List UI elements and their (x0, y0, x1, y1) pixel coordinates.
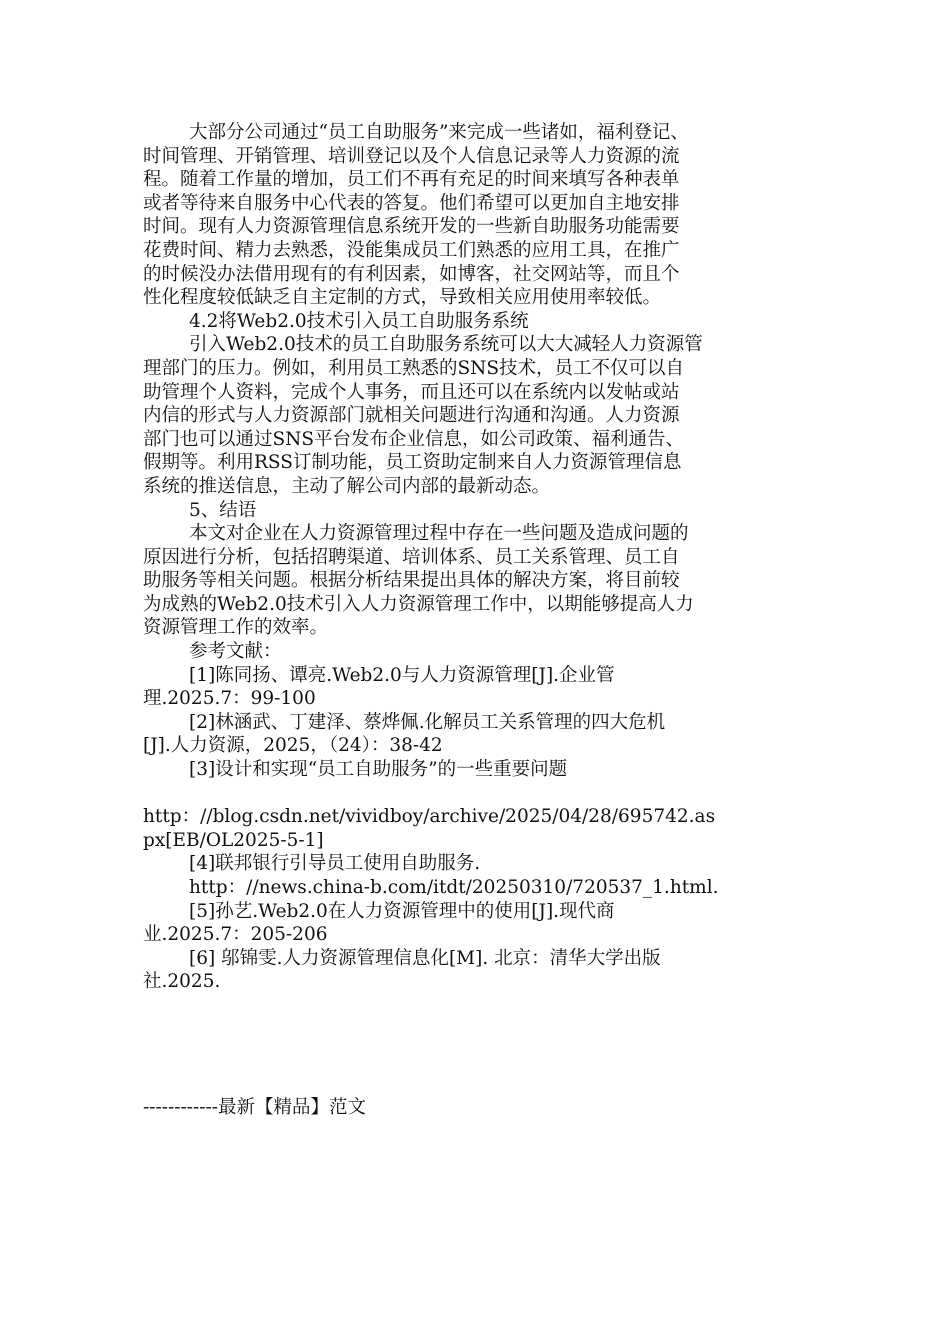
text-line: 假期等。利用RSS订制功能，员工资助定制来自人力资源管理信息 (143, 452, 682, 474)
text-line: 花费时间、精力去熟悉，没能集成员工们熟悉的应用工具，在推广 (143, 239, 680, 261)
blank-line (143, 782, 813, 806)
reference-line: [4]联邦银行引导员工使用自助服务. (189, 853, 481, 875)
text-line: 系统的推送信息，主动了解公司内部的最新动态。 (143, 475, 551, 497)
text-line: 或者等待来自服务中心代表的答复。他们希望可以更加自主地安排 (143, 192, 680, 214)
paragraph-web2 (143, 333, 813, 498)
reference-line: [1]陈同扬、谭亮.Web2.0与人力资源管理[J].企业管 (189, 664, 615, 686)
text-line: 原因进行分析，包括招聘渠道、培训体系、员工关系管理、员工自 (143, 546, 680, 568)
reference-line: [5]孙艺.Web2.0在人力资源管理中的使用[J].现代商 (189, 900, 615, 922)
text-line: 部门也可以通过SNS平台发布企业信息，如公司政策、福利通告、 (143, 428, 685, 450)
reference-2 (143, 711, 813, 758)
text-line: 时间。现有人力资源管理信息系统开发的一些新自助服务功能需要 (143, 216, 680, 238)
text-line: 资源管理工作的效率。 (143, 617, 329, 639)
paragraph-conclusion (143, 522, 813, 640)
text-line: 助服务等相关问题。根据分析结果提出具体的解决方案，将目前较 (143, 570, 680, 592)
reference-1 (143, 664, 813, 711)
text-line: 引入Web2.0技术的员工自助服务系统可以大大减轻人力资源管 (189, 334, 703, 356)
reference-url: http：//blog.csdn.net/vividboy/archive/2025/04/28/695742.as (143, 806, 716, 828)
paragraph-intro (143, 121, 813, 310)
reference-4 (143, 852, 813, 899)
section-heading-5: 5、结语 (189, 499, 257, 521)
text-line: 大部分公司通过“员工自助服务”来完成一些诸如，福利登记、 (189, 122, 689, 143)
reference-5 (143, 900, 813, 947)
reference-3 (143, 758, 813, 852)
reference-6 (143, 947, 813, 994)
reference-line: px[EB/OL2025-5-1] (143, 829, 324, 851)
reference-line: [2]林涵武、丁建泽、蔡烨佩.化解员工关系管理的四大危机 (189, 711, 666, 733)
footer-banner: ------------最新【精品】范文 (143, 1097, 367, 1118)
reference-url: http：//news.china-b.com/itdt/20250310/720537_1.html. (189, 877, 719, 898)
text-line: 程。随着工作量的增加，员工们不再有充足的时间来填写各种表单 (143, 169, 680, 191)
text-line: 时间管理、开销管理、培训登记以及个人信息记录等人力资源的流 (143, 145, 680, 167)
text-line: 性化程度较低缺乏自主定制的方式，导致相关应用使用率较低。 (143, 287, 662, 309)
text-line: 内信的形式与人力资源部门就相关问题进行沟通和沟通。人力资源 (143, 405, 680, 427)
references-heading: 参考文献： (189, 641, 282, 663)
reference-line: 理.2025.7：99-100 (143, 688, 316, 710)
reference-line: 业.2025.7：205-206 (143, 924, 328, 946)
text-line: 助管理个人资料，完成个人事务，而且还可以在系统内以发帖或站 (143, 381, 680, 403)
reference-line: 社.2025. (143, 971, 221, 993)
reference-line: [J].人力资源，2025，（24）：38-42 (143, 735, 443, 757)
text-line: 为成熟的Web2.0技术引入人力资源管理工作中，以期能够提高人力 (143, 593, 694, 615)
reference-line: [6] 邬锦雯.人力资源管理信息化[M]. 北京：清华大学出版 (189, 947, 661, 969)
reference-line: [3]设计和实现“员工自助服务”的一些重要问题 (189, 759, 568, 781)
text-line: 理部门的压力。例如，利用员工熟悉的SNS技术，员工不仅可以自 (143, 357, 685, 379)
section-heading-4-2: 4.2将Web2.0技术引入员工自助服务系统 (189, 310, 529, 332)
text-line: 本文对企业在人力资源管理过程中存在一些问题及造成问题的 (189, 523, 689, 545)
text-line: 的时候没办法借用现有的有利因素，如博客，社交网站等，而且个 (143, 263, 680, 285)
document-body (143, 121, 813, 994)
